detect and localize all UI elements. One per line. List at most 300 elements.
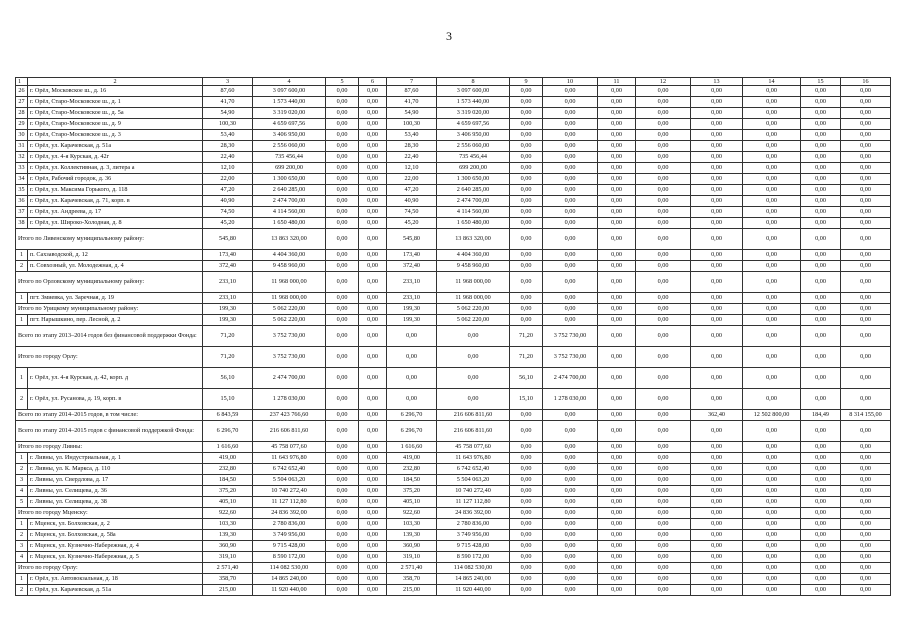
value-cell: 362,40 (691, 410, 743, 421)
value-cell: 8 590 172,00 (437, 552, 510, 563)
value-cell: 0,00 (691, 497, 743, 508)
value-cell: 11 968 000,00 (253, 293, 326, 304)
table-row (16, 163, 891, 174)
value-cell: 0,00 (510, 475, 543, 486)
value-cell: 0,00 (636, 152, 691, 163)
subtotal-row (16, 442, 891, 453)
value-cell: 0,00 (510, 272, 543, 293)
value-cell: 0,00 (543, 119, 598, 130)
row-number: 32 (16, 152, 28, 163)
value-cell: 0,00 (841, 530, 891, 541)
value-cell: 0,00 (841, 163, 891, 174)
value-cell: 0,00 (598, 389, 636, 410)
value-cell: 0,00 (359, 130, 387, 141)
value-cell: 0,00 (691, 508, 743, 519)
value-cell: 8 314 155,00 (841, 410, 891, 421)
value-cell: 0,00 (743, 250, 801, 261)
table-row (16, 185, 891, 196)
value-cell: 0,00 (510, 410, 543, 421)
value-cell: 0,00 (691, 250, 743, 261)
value-cell: 0,00 (743, 497, 801, 508)
value-cell: 0,00 (841, 261, 891, 272)
value-cell: 0,00 (598, 326, 636, 347)
value-cell: 0,00 (598, 410, 636, 421)
value-cell: 0,00 (743, 229, 801, 250)
value-cell: 0,00 (743, 119, 801, 130)
value-cell: 0,00 (743, 574, 801, 585)
value-cell: 13 863 320,00 (253, 229, 326, 250)
value-cell: 0,00 (598, 163, 636, 174)
value-cell: 45 758 077,60 (437, 442, 510, 453)
value-cell: 0,00 (510, 229, 543, 250)
value-cell: 699 200,00 (437, 163, 510, 174)
value-cell: 0,00 (510, 552, 543, 563)
row-number: 29 (16, 119, 28, 130)
value-cell: 0,00 (636, 293, 691, 304)
value-cell: 0,00 (743, 563, 801, 574)
value-cell: 0,00 (510, 563, 543, 574)
address-cell: п. Совхозный, ул. Молодежная, д. 4 (28, 261, 203, 272)
value-cell: 0,00 (326, 368, 359, 389)
value-cell: 0,00 (326, 541, 359, 552)
value-cell: 56,10 (203, 368, 253, 389)
value-cell: 54,90 (387, 108, 437, 119)
value-cell: 232,80 (203, 464, 253, 475)
row-number: 34 (16, 174, 28, 185)
value-cell: 2 640 285,00 (253, 185, 326, 196)
value-cell: 100,30 (387, 119, 437, 130)
address-cell: г. Орёл, ул. Широко-Холодная, д. 8 (28, 218, 203, 229)
value-cell: 0,00 (359, 229, 387, 250)
value-cell: 0,00 (691, 315, 743, 326)
value-cell: 74,50 (203, 207, 253, 218)
value-cell: 0,00 (841, 293, 891, 304)
subtotal-label: Итого по Ливенскому муниципальному району: (16, 229, 203, 250)
value-cell: 3 749 956,00 (437, 530, 510, 541)
row-number: 2 (16, 585, 28, 596)
value-cell: 0,00 (598, 585, 636, 596)
value-cell: 375,20 (387, 486, 437, 497)
value-cell: 0,00 (598, 315, 636, 326)
value-cell: 0,00 (691, 152, 743, 163)
address-cell: г. Ливны, ул. Селищева, д. 36 (28, 486, 203, 497)
value-cell: 2 474 700,00 (543, 368, 598, 389)
value-cell: 2 556 060,00 (437, 141, 510, 152)
row-number: 3 (16, 541, 28, 552)
value-cell: 0,00 (636, 229, 691, 250)
value-cell: 0,00 (743, 530, 801, 541)
value-cell: 0,00 (636, 174, 691, 185)
value-cell: 0,00 (841, 464, 891, 475)
column-number-cell: 6 (359, 78, 387, 86)
value-cell: 233,10 (203, 272, 253, 293)
value-cell: 0,00 (801, 152, 841, 163)
value-cell: 0,00 (691, 130, 743, 141)
column-number-cell: 12 (636, 78, 691, 86)
value-cell: 0,00 (598, 185, 636, 196)
value-cell: 0,00 (598, 497, 636, 508)
value-cell: 215,00 (387, 585, 437, 596)
value-cell: 3 406 950,00 (437, 130, 510, 141)
value-cell: 14 865 240,00 (437, 574, 510, 585)
value-cell: 3 406 950,00 (253, 130, 326, 141)
value-cell: 0,00 (743, 86, 801, 97)
value-cell: 0,00 (326, 519, 359, 530)
value-cell: 0,00 (636, 347, 691, 368)
value-cell: 3 097 600,00 (253, 86, 326, 97)
value-cell: 1 650 480,00 (437, 218, 510, 229)
value-cell: 0,00 (743, 552, 801, 563)
value-cell: 0,00 (841, 196, 891, 207)
value-cell: 0,00 (543, 141, 598, 152)
table-row (16, 574, 891, 585)
value-cell: 0,00 (743, 130, 801, 141)
value-cell: 0,00 (636, 108, 691, 119)
value-cell: 0,00 (801, 368, 841, 389)
value-cell: 71,20 (203, 326, 253, 347)
value-cell: 0,00 (359, 410, 387, 421)
value-cell: 0,00 (691, 389, 743, 410)
value-cell: 0,00 (743, 585, 801, 596)
value-cell: 922,60 (387, 508, 437, 519)
value-cell: 0,00 (359, 389, 387, 410)
value-cell: 1 573 440,00 (253, 97, 326, 108)
value-cell: 0,00 (636, 97, 691, 108)
value-cell: 1 278 030,00 (253, 389, 326, 410)
value-cell: 0,00 (841, 541, 891, 552)
value-cell: 41,70 (203, 97, 253, 108)
value-cell: 0,00 (359, 174, 387, 185)
value-cell: 22,00 (387, 174, 437, 185)
value-cell: 2 640 285,00 (437, 185, 510, 196)
value-cell: 0,00 (510, 519, 543, 530)
value-cell: 0,00 (598, 108, 636, 119)
value-cell: 12,10 (203, 163, 253, 174)
value-cell: 2 780 836,00 (253, 519, 326, 530)
column-number-cell: 7 (387, 78, 437, 86)
value-cell: 215,00 (203, 585, 253, 596)
value-cell: 1 650 480,00 (253, 218, 326, 229)
value-cell: 0,00 (691, 442, 743, 453)
value-cell: 41,70 (387, 97, 437, 108)
value-cell: 139,30 (387, 530, 437, 541)
value-cell: 0,00 (326, 563, 359, 574)
value-cell: 0,00 (841, 174, 891, 185)
row-number: 36 (16, 196, 28, 207)
value-cell: 173,40 (203, 250, 253, 261)
value-cell: 0,00 (359, 293, 387, 304)
row-number: 31 (16, 141, 28, 152)
value-cell: 0,00 (437, 326, 510, 347)
value-cell: 0,00 (359, 368, 387, 389)
subtotal-label: Итого по городу Мценску: (16, 508, 203, 519)
value-cell: 6 296,70 (387, 421, 437, 442)
value-cell: 0,00 (801, 574, 841, 585)
value-cell: 0,00 (326, 304, 359, 315)
value-cell: 0,00 (841, 207, 891, 218)
value-cell: 3 752 730,00 (543, 326, 598, 347)
subtotal-row (16, 508, 891, 519)
value-cell: 0,00 (359, 347, 387, 368)
value-cell: 0,00 (841, 119, 891, 130)
value-cell: 40,90 (203, 196, 253, 207)
housing-program-table (15, 77, 891, 596)
value-cell: 419,00 (387, 453, 437, 464)
value-cell: 0,00 (598, 152, 636, 163)
value-cell: 0,00 (543, 508, 598, 519)
column-number-cell: 8 (437, 78, 510, 86)
value-cell: 0,00 (743, 453, 801, 464)
value-cell: 0,00 (510, 163, 543, 174)
value-cell: 0,00 (691, 530, 743, 541)
value-cell: 0,00 (359, 464, 387, 475)
value-cell: 0,00 (691, 326, 743, 347)
value-cell: 8 590 172,00 (253, 552, 326, 563)
value-cell: 22,00 (203, 174, 253, 185)
table-row (16, 108, 891, 119)
column-number-cell: 15 (801, 78, 841, 86)
value-cell: 0,00 (510, 541, 543, 552)
value-cell: 0,00 (326, 347, 359, 368)
value-cell: 0,00 (636, 86, 691, 97)
value-cell: 0,00 (743, 508, 801, 519)
value-cell: 0,00 (359, 86, 387, 97)
value-cell: 103,30 (387, 519, 437, 530)
value-cell: 0,00 (636, 141, 691, 152)
value-cell: 0,00 (359, 563, 387, 574)
value-cell: 0,00 (691, 174, 743, 185)
value-cell: 2 556 060,00 (253, 141, 326, 152)
value-cell: 4 114 560,00 (437, 207, 510, 218)
value-cell: 0,00 (598, 207, 636, 218)
page-number: 3 (446, 29, 452, 43)
value-cell: 3 752 730,00 (543, 347, 598, 368)
value-cell: 372,40 (387, 261, 437, 272)
value-cell: 3 319 020,00 (253, 108, 326, 119)
value-cell: 0,00 (636, 464, 691, 475)
value-cell: 0,00 (636, 563, 691, 574)
value-cell: 0,00 (543, 486, 598, 497)
value-cell: 0,00 (841, 272, 891, 293)
value-cell: 0,00 (359, 141, 387, 152)
value-cell: 0,00 (691, 486, 743, 497)
table-row (16, 119, 891, 130)
table-body (16, 78, 891, 596)
value-cell: 0,00 (326, 421, 359, 442)
value-cell: 199,30 (203, 315, 253, 326)
value-cell: 24 836 392,00 (437, 508, 510, 519)
value-cell: 0,00 (801, 185, 841, 196)
column-number-cell: 2 (28, 78, 203, 86)
value-cell: 0,00 (743, 293, 801, 304)
value-cell: 0,00 (743, 326, 801, 347)
value-cell: 71,20 (510, 347, 543, 368)
row-number: 33 (16, 163, 28, 174)
value-cell: 2 474 700,00 (253, 368, 326, 389)
table-row (16, 315, 891, 326)
value-cell: 5 062 220,00 (253, 304, 326, 315)
address-cell: г. Орёл, ул. Карачевская, д. 51а (28, 141, 203, 152)
value-cell: 4 659 697,56 (437, 119, 510, 130)
value-cell: 0,00 (743, 141, 801, 152)
value-cell: 0,00 (801, 347, 841, 368)
value-cell: 0,00 (510, 453, 543, 464)
value-cell: 100,30 (203, 119, 253, 130)
value-cell: 0,00 (543, 574, 598, 585)
value-cell: 11 643 976,80 (253, 453, 326, 464)
value-cell: 0,00 (691, 196, 743, 207)
value-cell: 0,00 (543, 315, 598, 326)
value-cell: 0,00 (636, 326, 691, 347)
value-cell: 0,00 (691, 541, 743, 552)
value-cell: 0,00 (743, 97, 801, 108)
value-cell: 14 865 240,00 (253, 574, 326, 585)
value-cell: 922,60 (203, 508, 253, 519)
value-cell: 419,00 (203, 453, 253, 464)
value-cell: 0,00 (326, 250, 359, 261)
value-cell: 0,00 (598, 453, 636, 464)
value-cell: 0,00 (691, 368, 743, 389)
value-cell: 15,10 (510, 389, 543, 410)
value-cell: 139,30 (203, 530, 253, 541)
address-cell: г. Ливны, ул. К. Маркса, д. 110 (28, 464, 203, 475)
value-cell: 0,00 (387, 326, 437, 347)
column-number-cell: 14 (743, 78, 801, 86)
value-cell: 0,00 (326, 196, 359, 207)
value-cell: 0,00 (636, 272, 691, 293)
value-cell: 0,00 (743, 196, 801, 207)
table-row (16, 174, 891, 185)
value-cell: 0,00 (801, 464, 841, 475)
value-cell: 0,00 (598, 293, 636, 304)
value-cell: 0,00 (636, 304, 691, 315)
value-cell: 184,49 (801, 410, 841, 421)
value-cell: 0,00 (510, 174, 543, 185)
value-cell: 0,00 (801, 453, 841, 464)
row-number: 3 (16, 475, 28, 486)
value-cell: 0,00 (598, 464, 636, 475)
table-row (16, 218, 891, 229)
subtotal-label: Итого по городу Орлу: (16, 347, 203, 368)
value-cell: 0,00 (841, 304, 891, 315)
value-cell: 0,00 (691, 552, 743, 563)
value-cell: 0,00 (636, 475, 691, 486)
value-cell: 0,00 (691, 261, 743, 272)
row-number: 2 (16, 261, 28, 272)
value-cell: 0,00 (437, 347, 510, 368)
value-cell: 0,00 (841, 508, 891, 519)
value-cell: 0,00 (326, 326, 359, 347)
value-cell: 0,00 (598, 141, 636, 152)
row-number: 4 (16, 486, 28, 497)
value-cell: 233,10 (387, 272, 437, 293)
value-cell: 0,00 (743, 207, 801, 218)
row-number: 1 (16, 519, 28, 530)
value-cell: 0,00 (841, 152, 891, 163)
value-cell: 0,00 (326, 486, 359, 497)
address-cell: г. Орёл, ул. Автовокзальная, д. 18 (28, 574, 203, 585)
value-cell: 0,00 (801, 389, 841, 410)
table-row (16, 475, 891, 486)
column-number-cell: 11 (598, 78, 636, 86)
value-cell: 87,60 (387, 86, 437, 97)
subtotal-label: Всего по этапу 2014–2015 годов с финансовой поддержкой Фонда: (16, 421, 203, 442)
value-cell: 0,00 (510, 141, 543, 152)
value-cell: 45,20 (387, 218, 437, 229)
value-cell: 11 968 000,00 (437, 293, 510, 304)
value-cell: 375,20 (203, 486, 253, 497)
address-cell: г. Орёл, ул. Карачевская, д. 51а (28, 585, 203, 596)
value-cell: 0,00 (359, 574, 387, 585)
table-row (16, 261, 891, 272)
value-cell: 6 843,59 (203, 410, 253, 421)
value-cell: 0,00 (326, 261, 359, 272)
value-cell: 0,00 (743, 486, 801, 497)
value-cell: 0,00 (510, 421, 543, 442)
value-cell: 114 082 530,00 (437, 563, 510, 574)
value-cell: 0,00 (801, 326, 841, 347)
address-cell: г. Орёл, ул. Коллективная, д. 3, литера а (28, 163, 203, 174)
value-cell: 0,00 (801, 207, 841, 218)
value-cell: 0,00 (543, 207, 598, 218)
value-cell: 0,00 (801, 261, 841, 272)
table-row (16, 97, 891, 108)
value-cell: 0,00 (801, 442, 841, 453)
table-row (16, 141, 891, 152)
address-cell: г. Орёл, Старо-Московское ш., д. 3 (28, 130, 203, 141)
value-cell: 11 968 000,00 (253, 272, 326, 293)
value-cell: 0,00 (691, 119, 743, 130)
value-cell: 0,00 (510, 530, 543, 541)
value-cell: 0,00 (691, 218, 743, 229)
value-cell: 199,30 (387, 315, 437, 326)
value-cell: 0,00 (743, 304, 801, 315)
value-cell: 0,00 (543, 97, 598, 108)
value-cell: 0,00 (691, 163, 743, 174)
address-cell: г. Орёл, Московское ш., д. 16 (28, 86, 203, 97)
subtotal-row (16, 304, 891, 315)
value-cell: 0,00 (636, 218, 691, 229)
value-cell: 0,00 (691, 207, 743, 218)
value-cell: 114 082 530,00 (253, 563, 326, 574)
value-cell: 0,00 (543, 519, 598, 530)
value-cell: 0,00 (743, 541, 801, 552)
value-cell: 0,00 (543, 304, 598, 315)
value-cell: 0,00 (359, 304, 387, 315)
value-cell: 0,00 (598, 304, 636, 315)
value-cell: 0,00 (598, 421, 636, 442)
value-cell: 0,00 (841, 585, 891, 596)
value-cell: 0,00 (636, 519, 691, 530)
value-cell: 0,00 (801, 508, 841, 519)
value-cell: 0,00 (510, 185, 543, 196)
subtotal-row (16, 347, 891, 368)
value-cell: 4 114 560,00 (253, 207, 326, 218)
value-cell: 54,90 (203, 108, 253, 119)
value-cell: 0,00 (841, 108, 891, 119)
table-row (16, 250, 891, 261)
value-cell: 0,00 (841, 141, 891, 152)
value-cell: 0,00 (359, 421, 387, 442)
value-cell: 0,00 (326, 272, 359, 293)
value-cell: 0,00 (636, 389, 691, 410)
address-cell: г. Орёл, ул. Максима Горького, д. 118 (28, 185, 203, 196)
value-cell: 199,30 (387, 304, 437, 315)
value-cell: 0,00 (743, 442, 801, 453)
value-cell: 0,00 (636, 185, 691, 196)
value-cell: 11 920 440,00 (253, 585, 326, 596)
value-cell: 0,00 (801, 293, 841, 304)
